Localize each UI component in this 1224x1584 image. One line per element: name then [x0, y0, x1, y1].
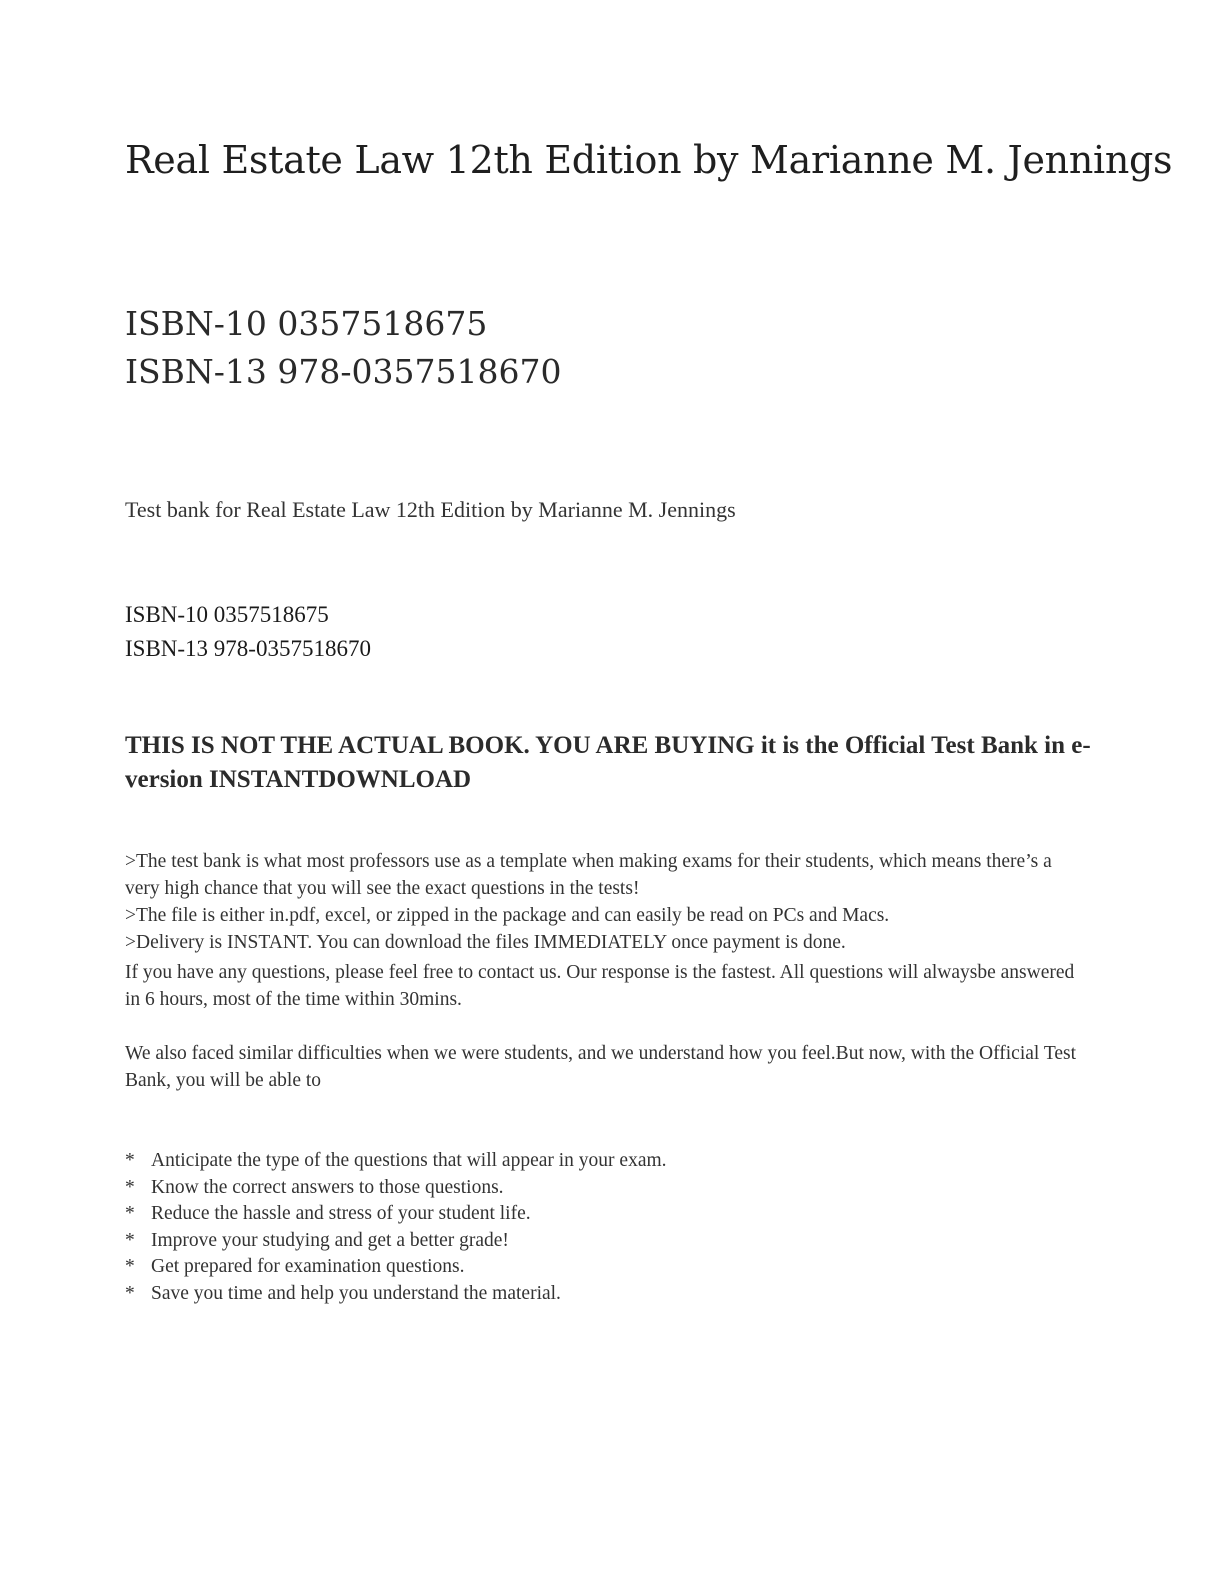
benefit-text: Anticipate the type of the questions that will appear in your exam.: [151, 1150, 667, 1171]
info-contact: If you have any questions, please feel free to contact us. Our response is the fastest. All questions will alwaysbe answered in 6 hours, most of the time within 30mins.: [125, 962, 1075, 1010]
document-title: Real Estate Law 12th Edition by Marianne M. Jennings: [125, 138, 1173, 182]
list-item: [125, 1175, 1025, 1202]
isbn13-large: ISBN-13 978-0357518670: [125, 352, 562, 391]
benefit-text: Know the correct answers to those questions.: [151, 1176, 504, 1198]
not-actual-book-notice: THIS IS NOT THE ACTUAL BOOK. YOU ARE BUYING it is the Official Test Bank in e-version INSTANTDOWNLOAD: [125, 732, 1091, 793]
benefit-text: Reduce the hassle and stress of your student life.: [151, 1203, 531, 1224]
test-bank-subtitle: Test bank for Real Estate Law 12th Edition by Marianne M. Jennings: [125, 497, 736, 522]
list-item: [125, 1254, 1025, 1281]
isbn10-large: ISBN-10 0357518675: [125, 304, 488, 343]
list-item: [125, 1201, 1025, 1228]
list-item: [125, 1148, 1025, 1175]
isbn-block-large: [125, 300, 562, 396]
isbn10-small: ISBN-10 0357518675: [125, 602, 329, 627]
list-item: [125, 1281, 1025, 1308]
info-line-file-format: >The file is either in.pdf, excel, or zipped in the package and can easily be read on PCs and Macs.: [125, 905, 890, 926]
info-line-template: >The test bank is what most professors use as a template when making exams for their students, which means there’s a very high chance that you will see the exact questions in the tests!: [125, 851, 1052, 899]
bullet-symbol: *: [125, 1176, 135, 1198]
benefit-text: Improve your studying and get a better grade!: [151, 1229, 509, 1251]
bullet-symbol: *: [125, 1256, 135, 1277]
info-line-delivery: >Delivery is INSTANT. You can download the files IMMEDIATELY once payment is done.: [125, 932, 846, 953]
isbn13-small: ISBN-13 978-0357518670: [125, 636, 371, 661]
bullet-symbol: *: [125, 1229, 135, 1251]
list-item: [125, 1228, 1025, 1255]
bullet-symbol: *: [125, 1203, 135, 1224]
bullet-symbol: *: [125, 1282, 135, 1304]
difficulties-paragraph: We also faced similar difficulties when we were students, and we understand how you feel.But now, with the Official Test Bank, you will be able to: [125, 1043, 1077, 1091]
benefit-text: Save you time and help you understand the material.: [151, 1282, 561, 1304]
info-block: [125, 848, 1085, 1013]
isbn-block-small: [125, 598, 371, 666]
bullet-symbol: *: [125, 1150, 135, 1171]
benefit-text: Get prepared for examination questions.: [151, 1256, 465, 1277]
benefits-list: [125, 1148, 1025, 1307]
